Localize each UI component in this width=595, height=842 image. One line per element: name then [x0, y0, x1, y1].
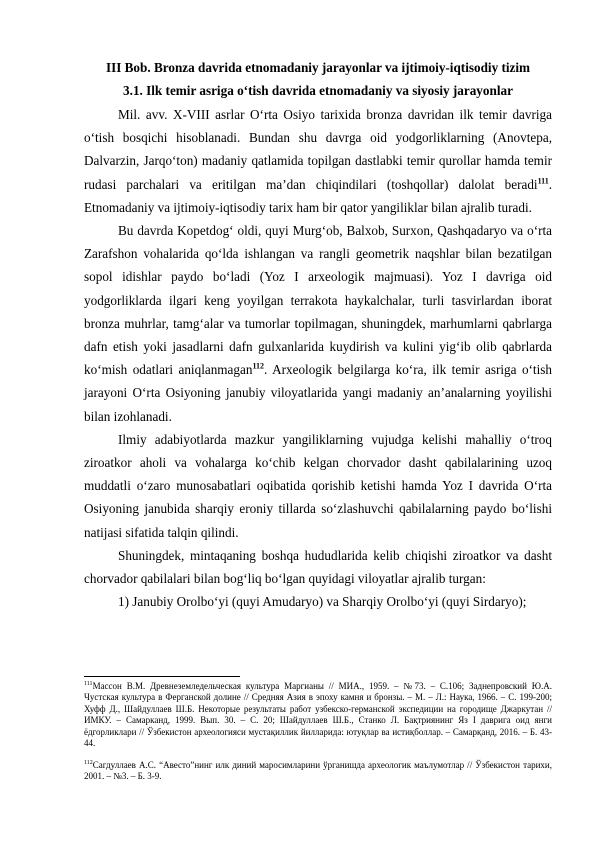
footnote-separator	[84, 676, 240, 677]
section-title: 3.1. Ilk temir asriga o‘tish davrida etnomadaniy va siyosiy jarayonlar	[123, 83, 513, 98]
paragraph-4: Shuningdek, mintaqaning boshqa hududlarida kelib chiqishi ziroatkor va dasht chorvador qabilalari bilan bog‘liq bo‘lgan quyidagi viloyatlar ajralib turgan:	[84, 547, 552, 587]
paragraph-3: Ilmiy adabiyotlarda mazkur yangiliklarning vujudga kelishi mahalliy o‘troq ziroatkor aholi va vohalarga ko‘chib kelgan chorvador dasht qabilalarining uzoq muddatli o‘zaro munosabatlari oqibatida qorishib ketishi hamda Yoz I davrida O‘rta Osiyoning janubida sharqiy eroniy tillarda so‘zlashuvchi qabilalarning paydo bo‘lishi natijasi sifatida talqin qilindi.	[84, 431, 552, 540]
footnote-number: 112	[84, 760, 93, 766]
footnote-ref-112[interactable]: 112	[252, 361, 265, 371]
footnote-112: $^{112}$Сагдуллаев А.С. “Авесто”нинг илк диний маросимларини ўрганишда археологик маълумотлар // Ўзбекистон тарихи, 2001. – №3. – Б. 3-9.	[84, 760, 552, 782]
footnote-111: $^{111}$Массон В.М. Древнеземледельческая культура Маргианы // МИА., 1959. – №73. – С.106; Заднепровский Ю.А. Чустская культура в Ферганской долине // Средняя Азия в эпоху камня и бронзы. – М. – Л.: Наука, 1966. – С. 199-200; Хуфф Д., Шайдуллаев Ш.Б. Некоторые результаты работ узбекско-германской экспедиции на городище Джаркутан // ИМКУ. – Самарканд, 1999. Вып. 30. – С. 20; Шайдуллаев Ш.Б., Станко Л. Бақтриянинг Яз I даврига оид янги ёдгорликлари // Ўзбекистон археологияси мустақиллик йилларида: ютуқлар ва истиқболлар. – Самарқанд, 2016. – Б. 43-44.	[84, 681, 552, 749]
paragraph-2: Bu davrda Kopetdog‘ oldi, quyi Murg‘ob, Balxob, Surxon, Qashqadaryo va o‘rta Zarafshon vohalarida qo‘lda ishlangan va rangli geometrik naqshlar bilan bezatilgan sopol idishlar paydo bo‘ladi (Yoz I arxeologik majmuasi). Yoz I davriga oid yodgorliklarda ilgari keng yoyilgan terrakota haykalchalar, turli tasvirlardan iborat bronza muhrlar, tamg‘alar va tumorlar topilmagan, shuningdek, marhumlarni qabrlarga dafn etish yoki jasadlarni dafn gulxanlarida kuydirish va kulini yig‘ib olib qabrlarda ko‘mish odatlari aniqlanmagan$^{112}$. Arxeologik belgilarga ko‘ra, ilk temir asriga o‘tish jarayoni O‘rta Osiyoning janubiy viloyatlarida yangi madaniy an’analarning yoyilishi bilan izohlanadi.	[84, 223, 552, 424]
list-item-1: 1) Janubiy Orolbo‘yi (quyi Amudaryo) va Sharqiy Orolbo‘yi (quyi Sirdaryo);	[118, 594, 527, 610]
body-text	[84, 103, 552, 613]
footnote-number: 111	[84, 681, 93, 687]
footnote-ref-111[interactable]: 111	[537, 176, 549, 186]
paragraph-1: Mil. avv. X-VIII asrlar O‘rta Osiyo tarixida bronza davridan ilk temir davriga o‘tish bosqichi hisoblanadi. Bundan shu davrga oid yodgorliklarning (Anovtepa, Dalvarzin, Jarqo‘ton) madaniy qatlamida topilgan dastlabki temir qurollar hamda temir rudasi parchalari va eritilgan ma’dan chiqindilari (toshqollar) dalolat beradi$^{111}$. Etnomadaniy va ijtimoiy-iqtisodiy tarix ham bir qator yangiliklar bilan ajralib turadi.	[84, 107, 552, 215]
chapter-title: III Bob. Bronza davrida etnomadaniy jarayonlar va ijtimoiy-iqtisodiy tizim	[105, 60, 531, 75]
